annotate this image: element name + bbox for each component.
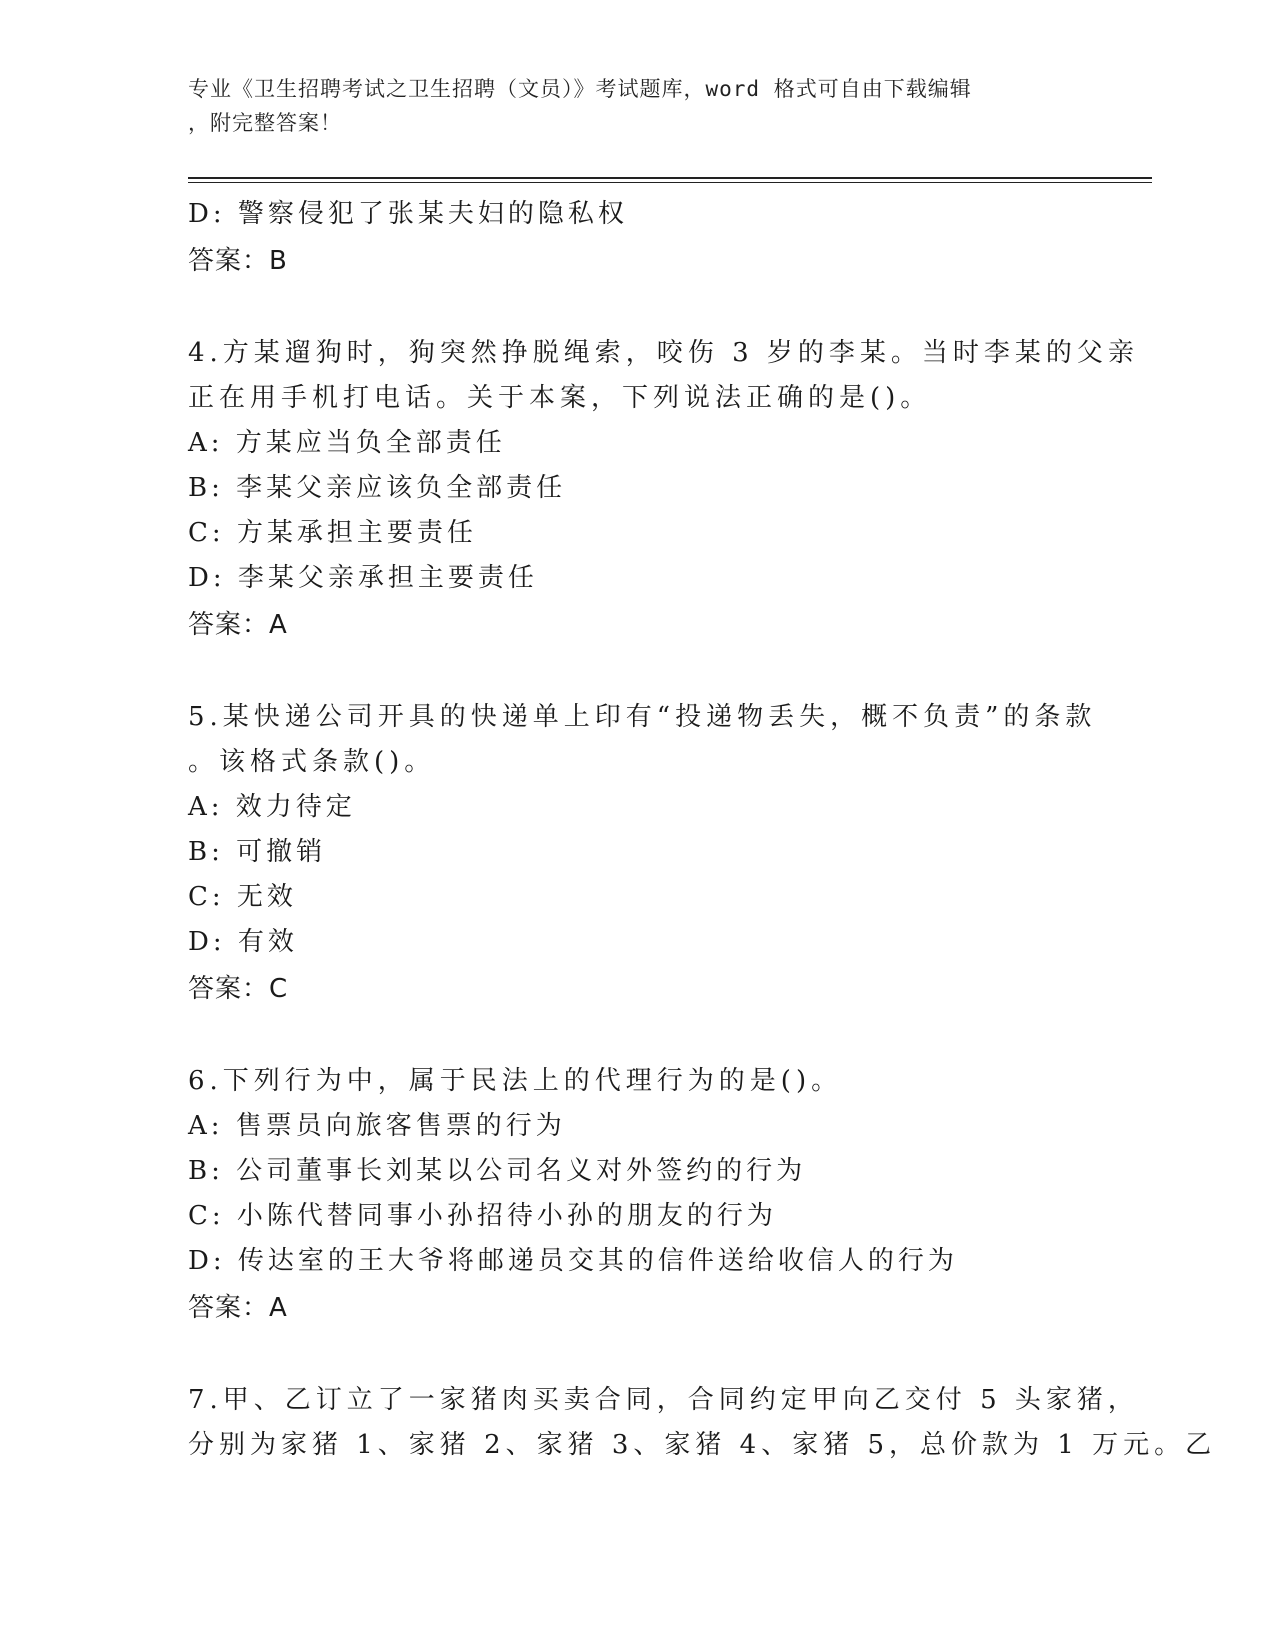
option-c: C: 小陈代替同事小孙招待小孙的朋友的行为 bbox=[188, 1201, 777, 1231]
answer-line: 答案：B bbox=[188, 246, 288, 276]
question-block-4 bbox=[188, 331, 1139, 649]
header-line-2: ，附完整答案！ bbox=[188, 111, 342, 135]
header-rule-thick bbox=[188, 177, 1152, 179]
question-text-line: 6.下列行为中，属于民法上的代理行为的是()。 bbox=[188, 1066, 843, 1096]
question-text-line: 正在用手机打电话。关于本案，下列说法正确的是()。 bbox=[188, 383, 932, 413]
option-a: A: 方某应当负全部责任 bbox=[188, 428, 506, 458]
question-list bbox=[188, 192, 1217, 1468]
header-rule-thin bbox=[188, 182, 1152, 183]
question-text-line: 7.甲、乙订立了一家猪肉买卖合同，合同约定甲向乙交付 5 头家猪， bbox=[188, 1385, 1139, 1415]
option-d: D: 传达室的王大爷将邮递员交其的信件送给收信人的行为 bbox=[188, 1246, 958, 1276]
header-line-1: 专业《卫生招聘考试之卫生招聘（文员）》考试题库，word 格式可自由下载编辑 bbox=[188, 77, 972, 101]
option-a: A: 效力待定 bbox=[188, 792, 356, 822]
spacer bbox=[188, 285, 1088, 331]
option-b: B: 公司董事长刘某以公司名义对外签约的行为 bbox=[188, 1156, 807, 1186]
question-text-line: 。该格式条款()。 bbox=[188, 747, 436, 777]
question-block-7 bbox=[188, 1378, 1217, 1468]
option-a: A: 售票员向旅客售票的行为 bbox=[188, 1111, 566, 1141]
question-text-line: 分别为家猪 1、家猪 2、家猪 3、家猪 4、家猪 5，总价款为 1 万元。乙 bbox=[188, 1430, 1217, 1460]
answer-line: 答案：A bbox=[188, 610, 288, 640]
question-block-prev bbox=[188, 192, 1088, 285]
option-c: C: 方某承担主要责任 bbox=[188, 518, 477, 548]
question-text-line: 5.某快递公司开具的快递单上印有“投递物丢失，概不负责”的条款 bbox=[188, 702, 1097, 732]
spacer bbox=[188, 649, 1088, 695]
document-header bbox=[188, 72, 1088, 140]
spacer bbox=[188, 1332, 1088, 1378]
option-d: D: 有效 bbox=[188, 927, 298, 957]
answer-line: 答案：C bbox=[188, 974, 289, 1004]
answer-line: 答案：A bbox=[188, 1293, 288, 1323]
question-block-5 bbox=[188, 695, 1097, 1013]
question-text-line: 4.方某遛狗时，狗突然挣脱绳索，咬伤 3 岁的李某。当时李某的父亲 bbox=[188, 338, 1139, 368]
option-c: C: 无效 bbox=[188, 882, 297, 912]
option-b: B: 可撤销 bbox=[188, 837, 327, 867]
question-block-6 bbox=[188, 1059, 1088, 1332]
option-d: D: 警察侵犯了张某夫妇的隐私权 bbox=[188, 199, 628, 229]
spacer bbox=[188, 1013, 1088, 1059]
option-d: D: 李某父亲承担主要责任 bbox=[188, 563, 538, 593]
option-b: B: 李某父亲应该负全部责任 bbox=[188, 473, 567, 503]
